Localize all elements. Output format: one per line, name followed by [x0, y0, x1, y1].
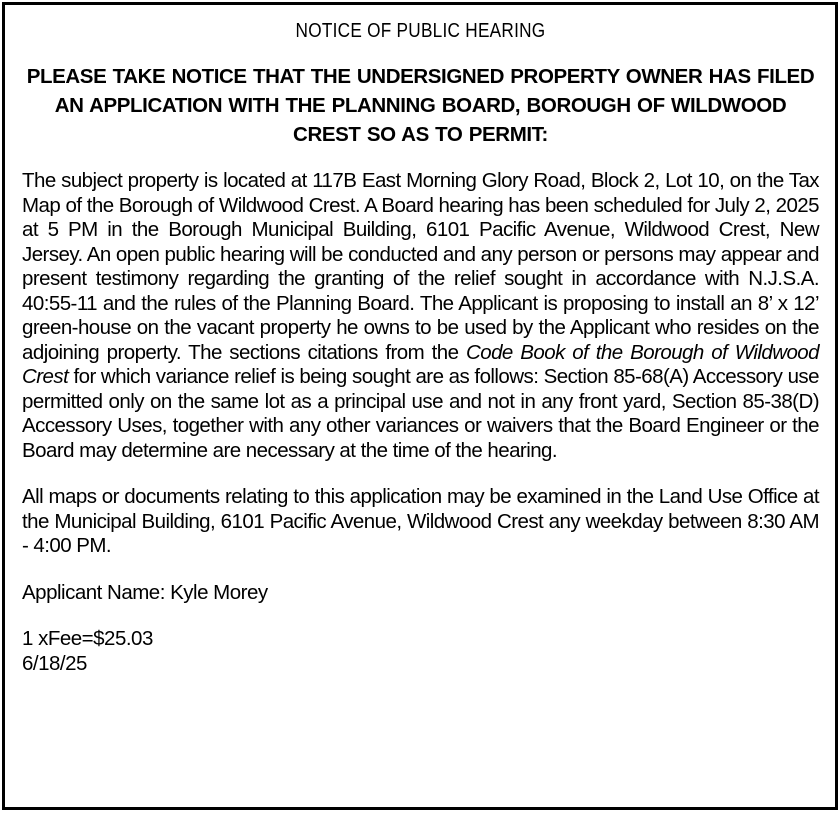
- documents-paragraph: All maps or documents relating to this application may be examined in the Land Use Office at the Municipal Building, 6101 Pacific Avenue, Wildwood Crest any weekday between 8:30 AM - 4:00 PM.: [22, 485, 819, 557]
- property-paragraph: [22, 169, 819, 463]
- applicant-name: Applicant Name: Kyle Morey: [22, 580, 268, 604]
- fee-line: 1 xFee=$25.03: [22, 627, 153, 650]
- notice-headline: PLEASE TAKE NOTICE THAT THE UNDERSIGNED PROPERTY OWNER HAS FILED AN APPLICATION WITH THE PLANNING BOARD, BOROUGH OF WILDWOOD CREST SO AS TO PERMIT:: [26, 65, 815, 146]
- public-notice: [2, 2, 838, 810]
- code-book-title: Code Book of the Borough of Wildwood Crest: [22, 340, 820, 388]
- date-line: 6/18/25: [22, 651, 87, 675]
- fee-and-date: [22, 627, 819, 676]
- property-paragraph-text-2: for which variance relief is being sought are as follows: Section 85-68(A) Accessory use permitted only on the same lot as a principal use and not in any front yard, Section 85-38(D) Accessory Uses, together with any other variances or waivers that the Board Engineer or the Board may determine are necessary at the time of the hearing.: [22, 365, 819, 462]
- notice-title: NOTICE OF PUBLIC HEARING: [295, 20, 546, 42]
- property-paragraph-text-1: The subject property is located at 117B East Morning Glory Road, Block 2, Lot 10, on the Tax Map of the Borough of Wildwood Crest. A Board hearing has been scheduled for July 2, 2025 at 5 PM in the Borough Municipal Building, 6101 Pacific Avenue, Wildwood Crest, New Jersey. An open public hearing will be conducted and any person or persons may appear and present testimony regarding the granting of the relief sought in accordance with N.J.S.A. 40:55-11 and the rules of the Planning Board. The Applicant is proposing to install an 8’ x 12’ green-house on the vacant property he owns to be used by the Applicant who resides on the adjoining property. The sections citations from the: [22, 169, 819, 364]
